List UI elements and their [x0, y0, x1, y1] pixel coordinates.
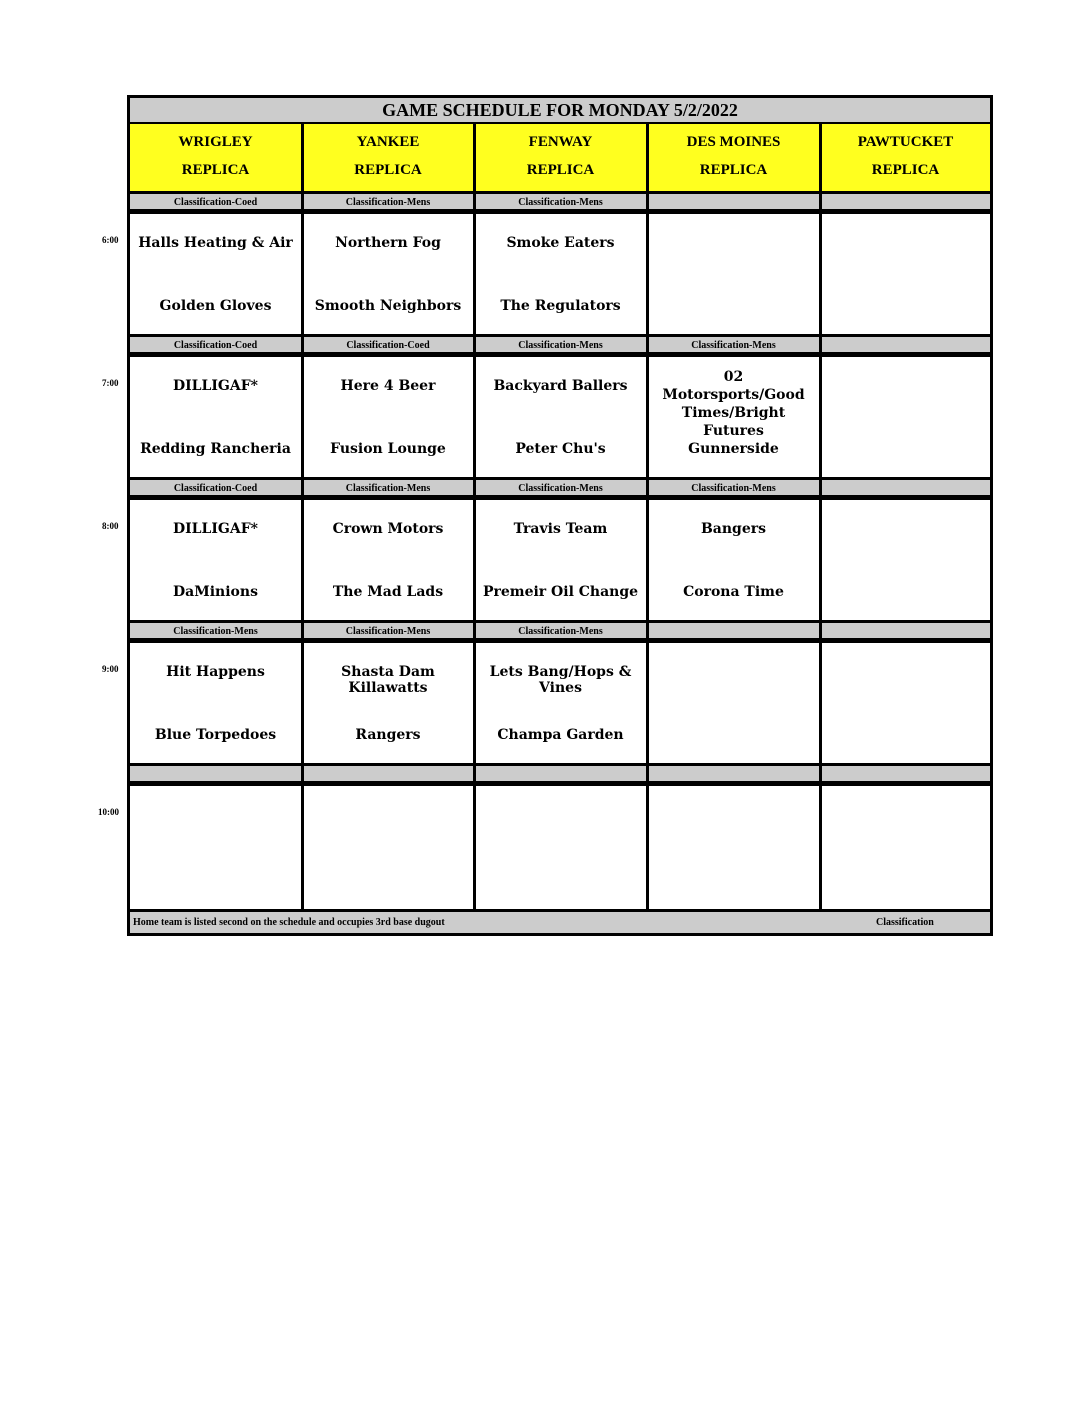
field-subtitle: REPLICA	[526, 162, 595, 178]
home-team: Smooth Neighbors	[314, 298, 462, 314]
away-team: DILLIGAF*	[172, 521, 258, 537]
home-team: Golden Gloves	[159, 298, 272, 314]
row-divider	[130, 477, 990, 480]
classification-label: Classification-Mens	[648, 337, 819, 354]
classification-label: Classification-Mens	[475, 337, 646, 354]
game-cell	[475, 642, 646, 766]
home-team-note: Home team is listed second on the schedule and occupies 3rd base dugout	[133, 917, 445, 928]
classification-label	[303, 766, 473, 783]
classification-label	[821, 766, 990, 783]
row-divider	[130, 763, 990, 766]
column-divider	[819, 124, 822, 910]
field-name: FENWAY	[528, 134, 593, 150]
home-team: Redding Rancheria	[140, 441, 291, 457]
away-team: Lets Bang/Hops & Vines	[489, 664, 632, 696]
away-team: Backyard Ballers	[493, 378, 628, 394]
home-team: DaMinions	[173, 584, 258, 600]
game-cell	[130, 356, 301, 480]
time-label: 6:00	[102, 235, 119, 245]
field-name: YANKEE	[356, 134, 420, 150]
game-cell	[303, 499, 473, 623]
classification-label	[821, 623, 990, 640]
time-label: 7:00	[102, 378, 119, 388]
game-cell	[821, 213, 990, 337]
row-divider	[130, 497, 990, 500]
game-cell	[475, 213, 646, 337]
home-team: Peter Chu's	[515, 441, 606, 457]
classification-label: Classification-Mens	[648, 480, 819, 497]
game-cell	[130, 213, 301, 337]
classification-legend: Classification	[876, 917, 934, 928]
row-divider	[130, 191, 990, 194]
classification-label	[648, 194, 819, 211]
column-divider	[646, 124, 649, 910]
home-team: Gunnerside	[688, 441, 779, 457]
classification-label: Classification-Coed	[130, 194, 301, 211]
away-team: Here 4 Beer	[340, 378, 436, 394]
schedule-table	[127, 95, 993, 936]
game-cell	[303, 785, 473, 909]
row-divider	[130, 783, 990, 786]
field-subtitle: REPLICA	[871, 162, 940, 178]
game-cell	[303, 356, 473, 480]
home-team: The Regulators	[500, 298, 621, 314]
game-cell	[821, 356, 990, 480]
classification-label	[821, 480, 990, 497]
game-cell	[475, 499, 646, 623]
game-cell	[130, 785, 301, 909]
game-cell	[475, 356, 646, 480]
column-divider	[301, 124, 304, 910]
classification-label: Classification-Mens	[303, 194, 473, 211]
away-team: Crown Motors	[332, 521, 444, 537]
away-team: Northern Fog	[335, 235, 441, 251]
classification-label: Classification-Mens	[130, 623, 301, 640]
classification-label	[821, 337, 990, 354]
away-team: 02 Motorsports/Good Times/Bright Futures	[662, 369, 805, 439]
field-header	[475, 124, 646, 194]
game-cell	[648, 642, 819, 766]
game-cell	[303, 213, 473, 337]
home-team: Rangers	[355, 727, 421, 743]
row-divider	[130, 211, 990, 214]
game-cell	[821, 642, 990, 766]
away-team: Shasta Dam Killawatts	[341, 664, 435, 696]
away-team: DILLIGAF*	[172, 378, 258, 394]
field-subtitle: REPLICA	[354, 162, 422, 178]
classification-label: Classification-Mens	[303, 623, 473, 640]
classification-label: Classification-Coed	[130, 337, 301, 354]
classification-label: Classification-Mens	[475, 194, 646, 211]
home-team: Blue Torpedoes	[154, 727, 277, 743]
field-name: WRIGLEY	[178, 134, 253, 150]
row-divider	[130, 620, 990, 623]
row-divider	[130, 354, 990, 357]
home-team: Corona Time	[683, 584, 784, 600]
home-team: The Mad Lads	[332, 584, 444, 600]
away-team: Hit Happens	[166, 664, 265, 680]
game-cell	[821, 785, 990, 909]
home-team: Champa Garden	[497, 727, 624, 743]
field-header	[303, 124, 473, 194]
row-divider	[130, 640, 990, 643]
classification-label: Classification-Mens	[303, 480, 473, 497]
classification-label	[821, 194, 990, 211]
classification-label: Classification-Mens	[475, 480, 646, 497]
field-header	[648, 124, 819, 194]
field-name: DES MOINES	[686, 134, 781, 150]
game-cell	[648, 785, 819, 909]
field-name: PAWTUCKET	[857, 134, 954, 150]
time-label: 10:00	[98, 807, 119, 817]
schedule-footer	[130, 912, 990, 933]
classification-label: Classification-Coed	[303, 337, 473, 354]
schedule-title: GAME SCHEDULE FOR MONDAY 5/2/2022	[130, 98, 990, 124]
classification-label	[648, 623, 819, 640]
time-label: 9:00	[102, 664, 119, 674]
game-cell	[130, 499, 301, 623]
classification-label: Classification-Mens	[475, 623, 646, 640]
away-team: Halls Heating & Air	[138, 235, 293, 251]
game-cell	[648, 356, 819, 480]
game-cell	[130, 642, 301, 766]
field-subtitle: REPLICA	[699, 162, 768, 178]
game-cell	[648, 499, 819, 623]
home-team: Premeir Oil Change	[482, 584, 639, 600]
game-cell	[303, 642, 473, 766]
away-team: Bangers	[700, 521, 767, 537]
row-divider	[130, 334, 990, 337]
classification-label: Classification-Coed	[130, 480, 301, 497]
home-team: Fusion Lounge	[330, 441, 446, 457]
field-header	[130, 124, 301, 194]
field-header	[821, 124, 990, 194]
field-subtitle: REPLICA	[181, 162, 250, 178]
column-divider	[473, 124, 476, 910]
game-cell	[821, 499, 990, 623]
classification-label	[475, 766, 646, 783]
classification-label	[648, 766, 819, 783]
away-team: Smoke Eaters	[506, 235, 615, 251]
time-label: 8:00	[102, 521, 119, 531]
game-cell	[648, 213, 819, 337]
game-cell	[475, 785, 646, 909]
away-team: Travis Team	[513, 521, 608, 537]
classification-label	[130, 766, 301, 783]
